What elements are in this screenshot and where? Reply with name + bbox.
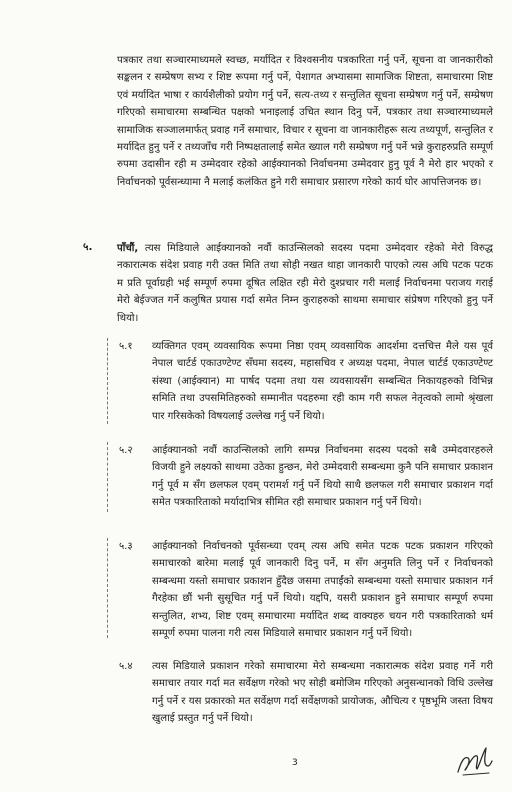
subsection-5-1-paragraph: व्यक्तिगत एवम् व्यवसायिक रूपमा निष्ठा एवम् व्यवसायिक आदर्शमा दत्तचित्त मैले यस पूर्व नेपाल चार्टर्ड एकाउण्टेण्ट सँघमा सदस्य, महासचिव र अध्यक्ष पदमा, नेपाल चार्टर्ड एकाउण्टेण्ट संस्था (आईक्यान) मा पार्षद पदमा तथा यस व्यवसायसँग सम्बन्धित निकायहरुको विभिन्न समिति तथा उपसमितिहरुको सम्मानीत पदहरुमा रही काम गरी सफल नेतृत्वको लामो श्रृंखला पार गरिसकेको विषयलाई उल्लेख गर्नु पर्ने थियो। <box>152 341 493 422</box>
subsection-5-4-paragraph: त्यस मिडियाले प्रकाशन गरेको समाचारमा मेरो सम्बन्धमा नकारात्मक संदेश प्रवाह गर्ने गरी समाचार तयार गर्दा मत सर्वेक्षण गरेको भए सोही बमोजिम गरिएको अनुसन्धानको विधि उल्लेख गर्नु पर्ने र यस प्रकारको मत सर्वेक्षण गर्दा सर्वेक्षणको प्रायोजक, औचित्य र पृष्ठभूमि जस्ता विषय खुलाई प्रस्तुत गर्नु पर्ने थियो। <box>152 661 493 725</box>
subsection-5-3-paragraph: आईक्यानको निर्वाचनको पूर्वसन्ध्या एवम् त्यस अघि समेत पटक पटक प्रकाशन गरिएको समाचारको बारेमा मलाई पूर्व जानकारी दिनु पर्ने, म सँग अनुमति लिनु पर्ने र निर्वाचनको सम्बन्धमा यस्तो समाचार प्रकाशन हुँदैछ जसमा तपाईंको सम्बन्धमा यस्तो समाचार प्रकाशन गर्न गैरहेका छौं भनी सुसूचित गर्नु पर्ने थियो। यद्दपि, यसरी प्रकाशन हुने समाचार सम्पूर्ण रुपमा सन्तुलित, शभ्य, शिष्ट एवम् समाचारमा मर्यादित शब्द वाक्यहरु चयन गरी पत्रकारिताको धर्म सम्पूर्ण रुपमा पालना गरी त्यस मिडियाले समाचार प्रकाशन गर्नु पर्ने थियो। <box>152 541 493 640</box>
section-5-number: ५. <box>83 241 93 253</box>
page-number: 3 <box>292 758 298 768</box>
subsection-5-2-paragraph: आईक्यानको नवौं काउन्सिलको लागि सम्पन्न निर्वाचनमा सदस्य पदको सबै उम्मेदवारहरुले विजयी हुने लक्ष्यको साथमा उठेका हुन्छन, मेरो उम्मेदवारी सम्बन्धमा कुनै पनि समाचार प्रकाशन गर्नु पूर्व म सँग छलफल एवम् परामर्श गर्नु पर्ने थियो साथै छलफल गरी समाचार प्रकाशन गर्दा समेत पत्रकारिताको मर्यादाभित्र सीमित रही समाचार प्रकाशन गर्नु पर्ने थियो। <box>152 445 493 509</box>
handwritten-signature <box>455 742 495 778</box>
section-5-text: त्यस मिडियाले आईक्यानको नवौं काउन्सिलको सदस्य पदमा उम्मेदवार रहेको मेरो विरुद्ध नकारात्मक संदेश प्रवाह गरी उक्त मिति तथा सोही नखत थाहा जानकारी पाएको त्यस अघि पटक पटक म प्रति पूर्वाग्रही भई सम्पूर्ण रुपमा दूषित लक्षित रही मेरो दुश्प्रचार गरी मलाई निर्वाचनमा पराजय गराई मेरो बेईज्जत गर्ने कलुषित प्रयास गर्दा समेत निम्न कुराहरुको साथमा समाचार संप्रेषण गरिएको हुनु पर्ने थियो। <box>117 243 493 324</box>
section-5-paragraph <box>117 240 493 327</box>
subsection-number: ५.२ <box>119 445 133 456</box>
subsection-number: ५.३ <box>119 541 133 552</box>
section-5-lead: पाँचौं, <box>117 243 139 254</box>
margin-mark <box>107 442 111 512</box>
subsection-number: ५.४ <box>119 661 133 672</box>
subsection-number: ५.१ <box>119 341 133 352</box>
intro-paragraph: पत्रकार तथा सञ्चारमाध्यमले स्वच्छ, मर्यादित र विश्वसनीय पत्रकारिता गर्नु पर्ने, सूचना वा जानकारीको सङ्कलन र सम्प्रेषण सभ्य र शिष्ट रूपमा गर्नु पर्ने, पेशागत अभ्यासमा सामाजिक शिष्टता, समाचारमा शिष्ट एवं मर्यादित भाषा र कार्यशैलीको प्रयोग गर्नु पर्ने, सत्य-तथ्य र सन्तुलित सूचना सम्प्रेषण गर्नु पर्ने, सम्प्रेषण गरिएको समाचारमा सम्बन्धित पक्षको भनाइलाई उचित स्थान दिनु पर्ने, पत्रकार तथा सञ्चारमाध्यमले सामाजिक सञ्जालमार्फत् प्रवाह गर्ने समाचार, विचार र सूचना वा जानकारीहरू सत्य तथ्यपूर्ण, सन्तुलित र मर्यादित हुनु पर्ने र तथ्यजाँच गरी निष्पक्षतालाई समेत ख्याल गरी सम्प्रेषण गर्नु पर्ने भन्ने कुराहरुप्रति सम्पूर्ण रुपमा उदासीन रही म उम्मेदवार रहेको आईक्यानको निर्वाचनमा उम्मेदवार हुनु पूर्व नै मेरो हार भएको र निर्वाचनको पूर्वसन्ध्यामा नै मलाई कलंकित हुने गरी समाचार प्रसारण गरेको कार्य घोर आपत्तिजनक छ। <box>117 55 493 188</box>
margin-mark <box>107 338 111 424</box>
margin-mark <box>107 538 111 638</box>
